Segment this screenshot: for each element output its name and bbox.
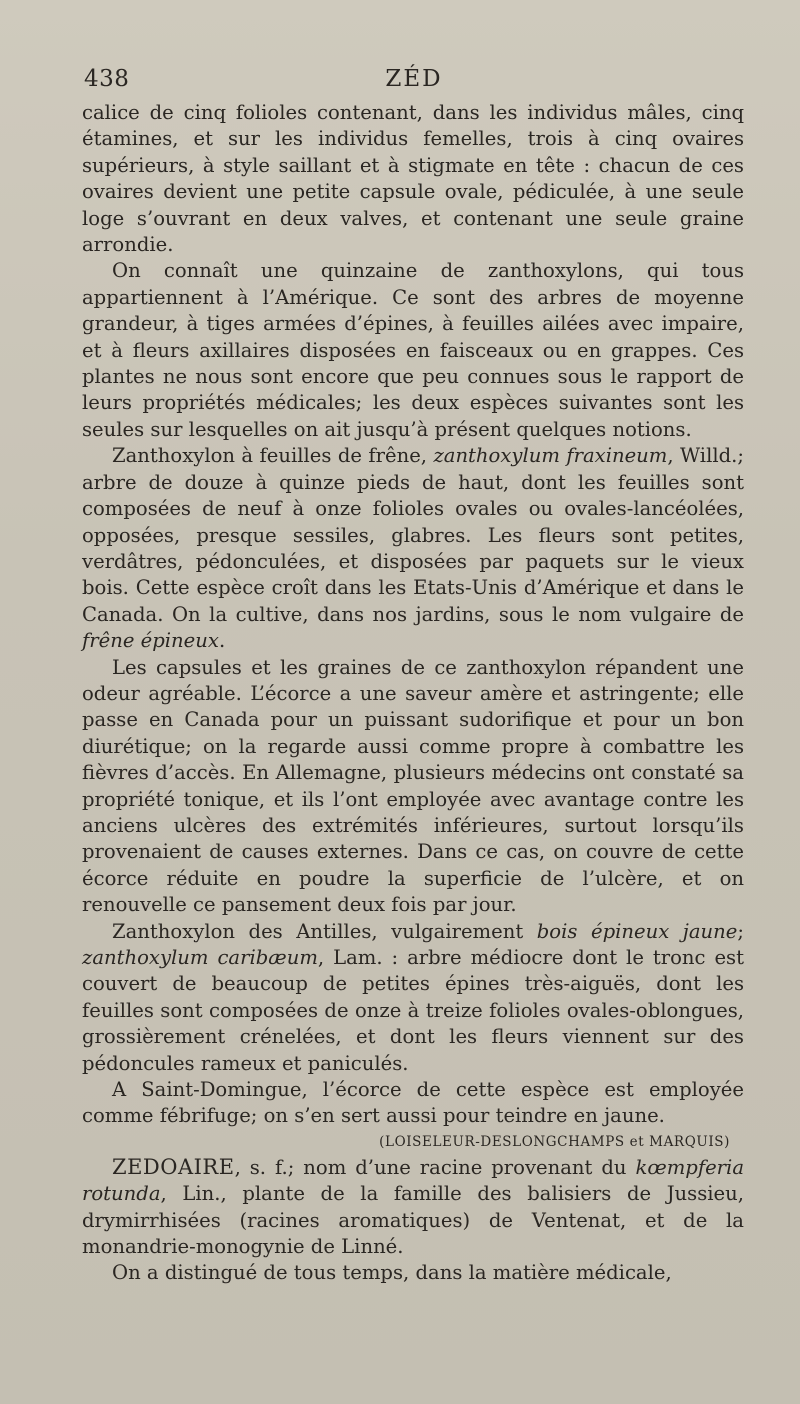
- paragraph-run: Zanthoxylon à feuilles de frêne,: [112, 444, 434, 468]
- paragraph-run: ;: [737, 919, 744, 943]
- paragraph-run: , Willd.; arbre de douze à quinze pieds de haut, dont les feuilles sont composées de neuf à onze folioles ovales ou ovales-lancéolées, opposées, presque sessiles, glabres. Les fleurs sont petites, verdâtres, pédonculées, et disposées par paquets sur le vieux bois. Cette espèce croît dans les Etats-Unis d’Amérique et dans le Canada. On la cultive, dans nos jardins, sous le nom vulgaire de: [82, 444, 744, 626]
- entry-run: , Lin., plante de la famille des balisiers de Jussieu, drymirrhisées (racines aromatiques) de Ventenat, et de la monandrie-monogynie de Linné.: [82, 1182, 744, 1259]
- entry-italic-run: kœmpferia rotunda: [82, 1155, 744, 1206]
- paragraph-run: On connaît une quinzaine de zanthoxylons, qui tous appartiennent à l’Amérique. Ce sont des arbres de moyenne grandeur, à tiges armées d’épines, à feuilles ailées avec impaire, et à fleurs axillaires disposées en faisceaux ou en grappes. Ces plantes ne nous sont encore que peu connues sous le rapport de leurs propriétés médicales; les deux espèces suivantes sont les seules sur lesquelles on ait jusqu’à présent quelques notions.: [82, 259, 744, 441]
- paragraph: [82, 443, 744, 654]
- paragraph: [82, 258, 744, 443]
- paragraph-italic-run: zanthoxylum caribæum: [82, 946, 318, 969]
- paragraph-italic-run: frêne épineux: [82, 629, 219, 653]
- paragraphs: [82, 100, 744, 1130]
- entry-run: , s. f.; nom d’une racine provenant du: [234, 1155, 636, 1179]
- last-paragraph: On a distingué de tous temps, dans la matière médicale,: [112, 1261, 672, 1285]
- paragraph-italic-run: bois épineux jaune: [536, 919, 738, 943]
- running-head: ZÉD: [385, 66, 443, 92]
- page-number: 438: [84, 66, 130, 92]
- author-signature: (LOISELEUR-DESLONGCHAMPS et MARQUIS): [379, 1133, 730, 1150]
- entry-headword: ZEDOAIRE: [112, 1154, 235, 1179]
- paragraph-run: Zanthoxylon des Antilles, vulgairement: [112, 919, 537, 943]
- paragraph-italic-run: zanthoxylum fraxineum: [433, 444, 668, 468]
- body-text: [82, 100, 744, 1287]
- dictionary-entry: [82, 1154, 744, 1261]
- paragraph: [82, 919, 744, 1077]
- paragraph: [82, 100, 744, 258]
- paragraph-run: Les capsules et les graines de ce zanthoxylon répandent une odeur agréable. L’écorce a une saveur amère et astringente; elle passe en Canada pour un puissant sudorifique et pour un bon diurétique; on la regarde aussi comme propre à combattre les fièvres d’accès. En Allemagne, plusieurs médecins ont constaté sa propriété tonique, et ils l’ont employée avec avantage contre les anciens ulcères des extrémités inférieures, surtout lorsqu’ils provenaient de causes externes. Dans ce cas, on couvre de cette écorce réduite en poudre la superficie de l’ulcère, et on renouvelle ce pansement deux fois par jour.: [82, 655, 744, 917]
- paragraph: [82, 1077, 744, 1130]
- paragraph-run: A Saint-Domingue, l’écorce de cette espèce est employée comme fébrifuge; on s’en sert aussi pour teindre en jaune.: [82, 1078, 744, 1128]
- page-header: [84, 66, 744, 102]
- paragraph: [82, 655, 744, 919]
- paragraph-run: .: [218, 629, 226, 653]
- paragraph-run: , Lam. : arbre médiocre dont le tronc est couvert de beaucoup de petites épines très-aiguës, dont les feuilles sont composées de onze à treize folioles ovales-oblongues, grossièrement crénelées, et dont les fleurs viennent sur des pédoncules rameux et paniculés.: [82, 946, 744, 1075]
- paragraph-run: calice de cinq folioles contenant, dans les individus mâles, cinq étamines, et sur les individus femelles, trois à cinq ovaires supérieurs, à style saillant et à stigmate en tête : chacun de ces ovaires devient une petite capsule ovale, pédiculée, à une seule loge s’ouvrant en deux valves, et contenant une seule graine arrondie.: [82, 101, 744, 257]
